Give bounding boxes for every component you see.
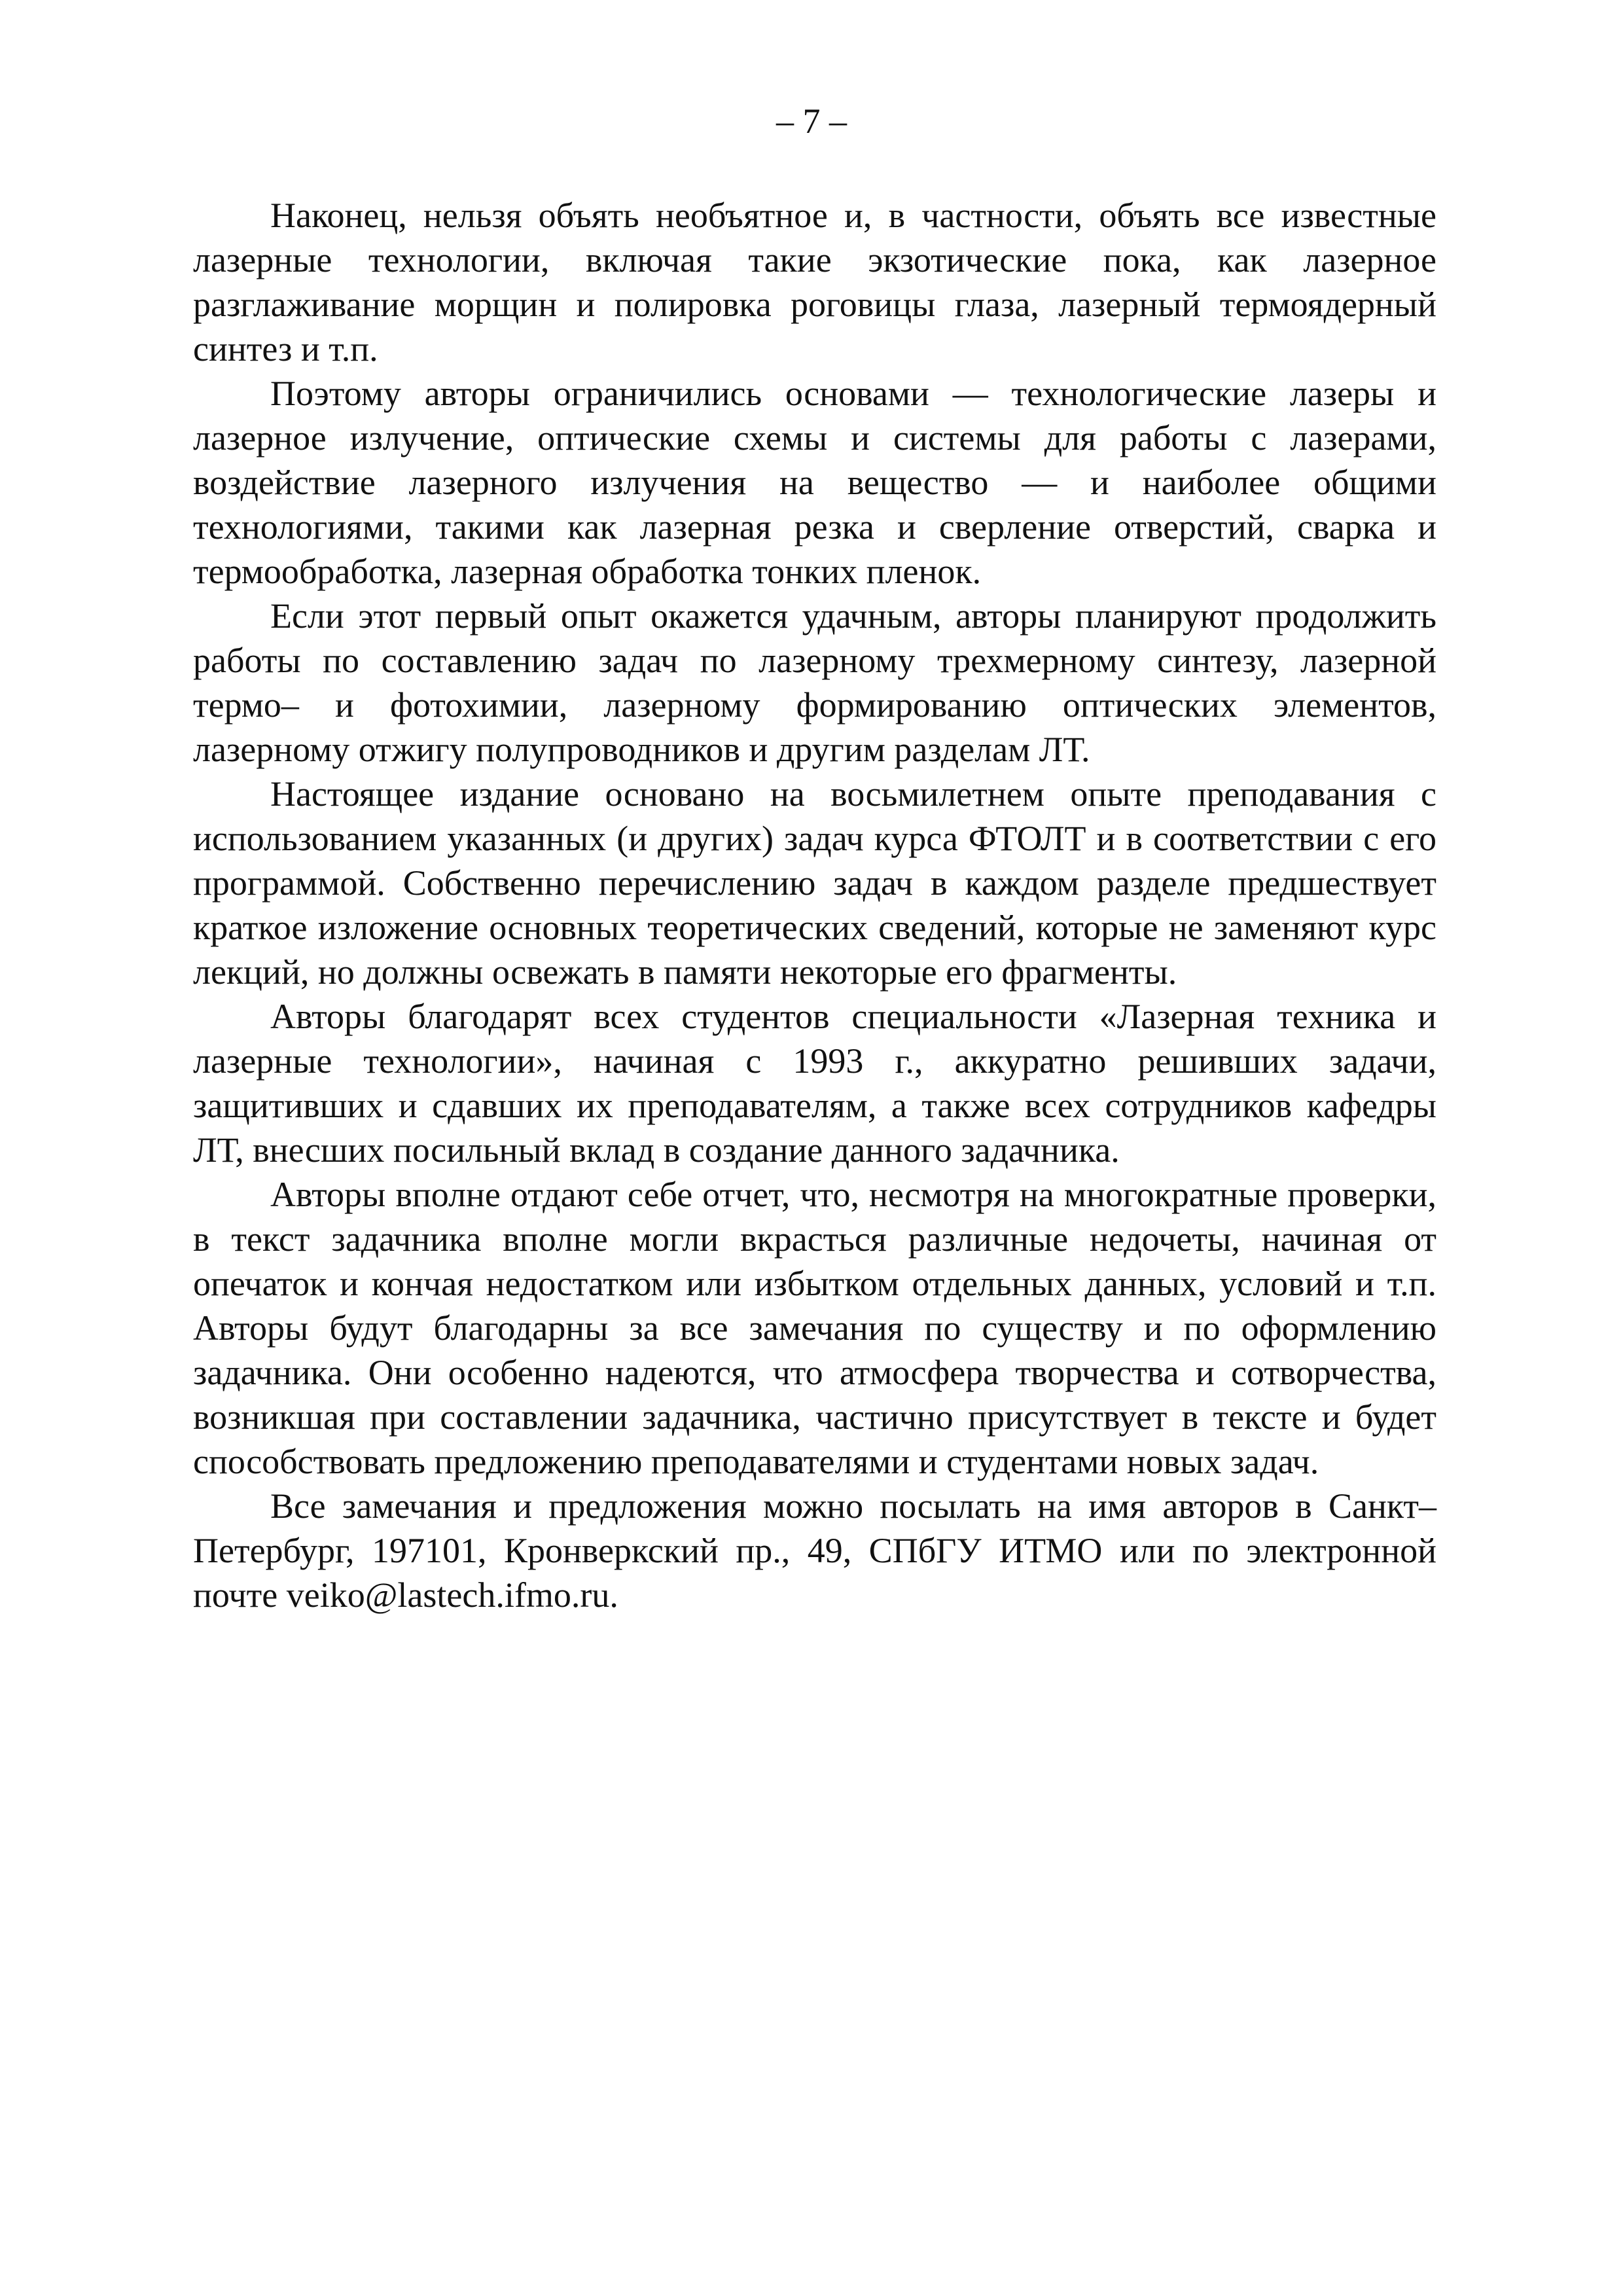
paragraph-4: Настоящее издание основано на восьмилетнем опыте преподавания с использованием указанных (и других) задач курса ФТОЛТ и в соответствии с его программой. Собственно перечислению задач в каждом разделе предшествует краткое изложение основных теоретических сведений, которые не заменяют курс лекций, но должны освежать в памяти некоторые его фрагменты.: [193, 774, 1436, 992]
page-number: – 7 –: [776, 101, 847, 141]
paragraph-7: Все замечания и предложения можно посылать на имя авторов в Санкт–Петербург, 197101, Кронверкский пр., 49, СПбГУ ИТМО или по электронной почте veiko@lastech.ifmo.ru.: [193, 1486, 1436, 1615]
paragraph-1: Наконец, нельзя объять необъятное и, в частности, объять все известные лазерные технологии, включая такие экзотические пока, как лазерное разглаживание морщин и полировка роговицы глаза, лазерный термоядерный синтез и т.п.: [193, 196, 1436, 368]
paragraph-5: Авторы благодарят всех студентов специальности «Лазерная техника и лазерные технологии», начиная с 1993 г., аккуратно решивших задачи, защитивших и сдавших их преподавателям, а также всех сотрудников кафедры ЛТ, внесших посильный вклад в создание данного задачника.: [193, 997, 1436, 1170]
paragraph-6: Авторы вполне отдают себе отчет, что, несмотря на многократные проверки, в текст задачника вполне могли вкрасться различные недочеты, начиная от опечаток и кончая недостатком или избытком отдельных данных, условий и т.п. Авторы будут благодарны за все замечания по существу и по оформлению задачника. Они особенно надеются, что атмосфера творчества и сотворчества, возникшая при составлении задачника, частично присутствует в тексте и будет способствовать предложению преподавателями и студентами новых задач.: [193, 1175, 1436, 1481]
body-text: [193, 193, 1436, 1617]
paragraph-3: Если этот первый опыт окажется удачным, авторы планируют продолжить работы по составлению задач по лазерному трехмерному синтезу, лазерной термо– и фотохимии, лазерному формированию оптических элементов, лазерному отжигу полупроводников и другим разделам ЛТ.: [193, 596, 1436, 769]
paragraph-2: Поэтому авторы ограничились основами — технологические лазеры и лазерное излучение, оптические схемы и системы для работы с лазерами, воздействие лазерного излучения на вещество — и наиболее общими технологиями, такими как лазерная резка и сверление отверстий, сварка и термообработка, лазерная обработка тонких пленок.: [193, 374, 1436, 591]
